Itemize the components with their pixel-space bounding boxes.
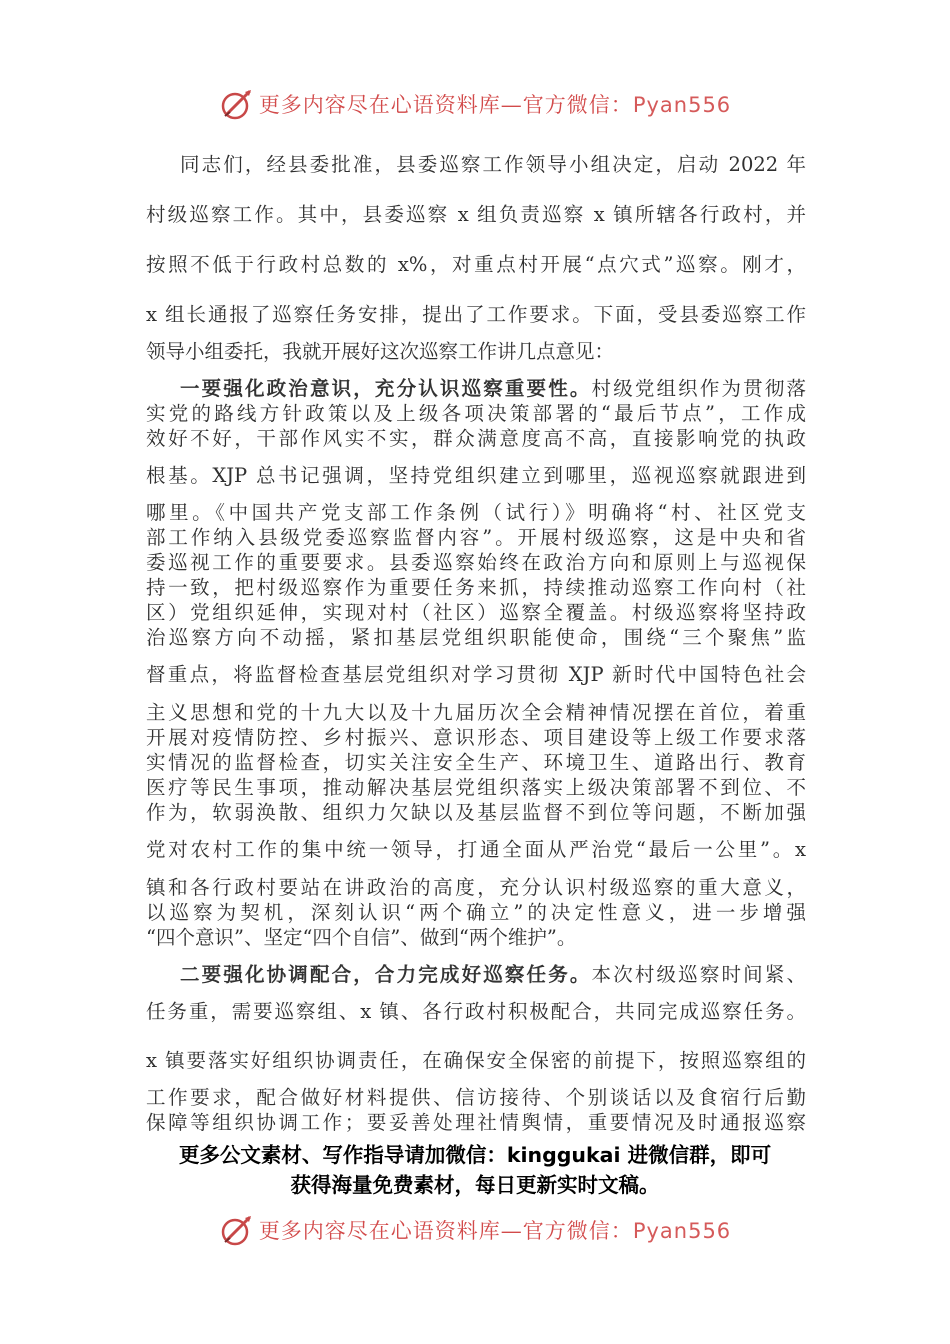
footer-banner [0,1210,950,1250]
paragraph-2-line: 督重点，将监督检查基层党组织对学习贯彻 XJP 新时代中国特色社会 [146,663,806,686]
promo-line-2: 获得海量免费素材，每日更新实时文稿。 [290,1173,660,1197]
paragraph-2-line: 哪里。《中国共产党支部工作条例（试行）》明确将“村、社区党支 [146,501,806,524]
banner-text: 更多内容尽在心语资料库—官方微信：Pyan556 [258,1219,732,1243]
paragraph-2-line: 镇和各行政村要站在讲政治的高度，充分认识村级巡察的重大意义， [146,876,806,899]
pen-logo-icon [219,86,255,122]
paragraph-2-line: 部工作纳入县级党委巡察监督内容”。开展村级巡察，这是中央和省 [146,526,806,549]
paragraph-2-line: 区）党组织延伸，实现对村（社区）巡察全覆盖。村级巡察将坚持政 [146,601,806,624]
promo-line-1: 更多公文素材、写作指导请加微信：kinggukai 进微信群，即可 [178,1143,772,1167]
pen-logo-icon [219,1212,255,1248]
paragraph-2-line: 持一致，把村级巡察作为重要任务来抓，持续推动巡察工作向村（社 [146,576,806,599]
paragraph-2-line: 根基。XJP 总书记强调，坚持党组织建立到哪里，巡视巡察就跟进到 [146,464,806,487]
paragraph-2-line: 开展对疫情防控、乡村振兴、意识形态、项目建设等上级工作要求落 [146,726,806,749]
paragraph-2-line: 治巡察方向不动摇，紧扣基层党组织职能使命，围绕“三个聚焦”监 [146,626,806,649]
paragraph-2-line: 主义思想和党的十九大以及十九届历次全会精神情况摆在首位，着重 [146,701,806,724]
paragraph-2-line: 实党的路线方针政策以及上级各项决策部署的“最后节点”，工作成 [146,402,806,425]
paragraph-1-line-4: x 组长通报了巡察任务安排，提出了工作要求。下面，受县委巡察工作 [146,303,806,326]
paragraph-2-line: 以巡察为契机，深刻认识“两个确立”的决定性意义，进一步增强 [146,901,806,924]
paragraph-2-line-1: 一要强化政治意识，充分认识巡察重要性。村级党组织作为贯彻落 [180,377,806,400]
section-heading-1: 一要强化政治意识，充分认识巡察重要性。 [180,377,592,400]
paragraph-2-line: “四个意识”、坚定“四个自信”、做到“两个维护”。 [146,926,577,949]
paragraph-2-line: 效好不好，干部作风实不实，群众满意度高不高，直接影响党的执政 [146,427,806,450]
header-banner [0,84,950,124]
paragraph-3-line: 保障等组织协调工作；要妥善处理社情舆情，重要情况及时通报巡察 [146,1111,806,1134]
paragraph-1-line-1: 同志们，经县委批准，县委巡察工作领导小组决定，启动 2022 年 [180,153,806,176]
paragraph-2-line: 医疗等民生事项，推动解决基层党组织落实上级决策部署不到位、不 [146,776,806,799]
paragraph-1-line-3: 按照不低于行政村总数的 x%，对重点村开展“点穴式”巡察。刚才， [146,253,806,276]
paragraph-3-line: x 镇要落实好组织协调责任，在确保安全保密的前提下，按照巡察组的 [146,1049,806,1072]
section-heading-2: 二要强化协调配合，合力完成好巡察任务。 [180,963,592,986]
paragraph-2-line: 作为，软弱涣散、组织力欠缺以及基层监督不到位等问题，不断加强 [146,801,806,824]
paragraph-2-line: 党对农村工作的集中统一领导，打通全面从严治党“最后一公里”。x [146,838,806,861]
banner-text: 更多内容尽在心语资料库—官方微信：Pyan556 [258,93,732,117]
paragraph-3-line: 工作要求，配合做好材料提供、信访接待、个别谈话以及食宿行后勤 [146,1086,806,1109]
paragraph-3-line-1: 二要强化协调配合，合力完成好巡察任务。本次村级巡察时间紧、 [180,963,806,986]
paragraph-3-line: 任务重，需要巡察组、x 镇、各行政村积极配合，共同完成巡察任务。 [146,1000,806,1023]
paragraph-1-line-5: 领导小组委托，我就开展好这次巡察工作讲几点意见： [146,340,615,363]
paragraph-2-line: 实情况的监督检查，切实关注安全生产、环境卫生、道路出行、教育 [146,751,806,774]
paragraph-1-line-2: 村级巡察工作。其中，县委巡察 x 组负责巡察 x 镇所辖各行政村，并 [146,203,806,226]
paragraph-2-line: 委巡视工作的重要要求。县委巡察始终在政治方向和原则上与巡视保 [146,551,806,574]
